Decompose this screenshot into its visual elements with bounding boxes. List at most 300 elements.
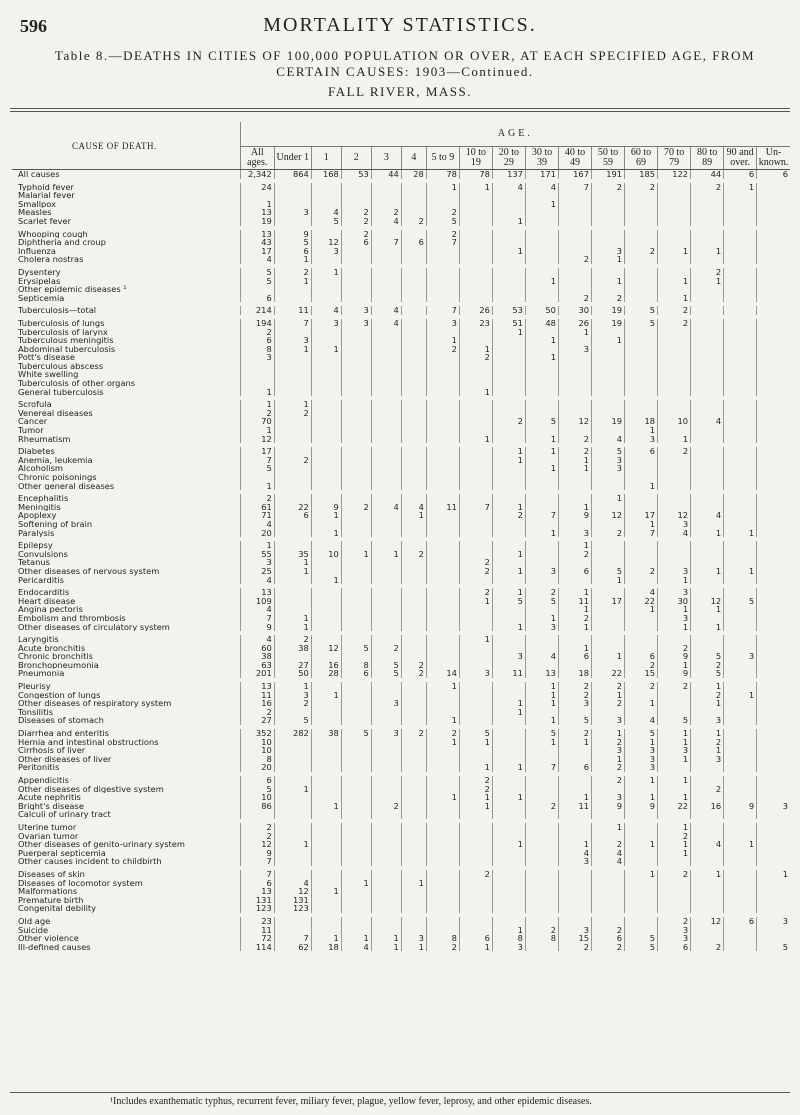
value-cell: [525, 503, 558, 512]
value-cell: [492, 832, 525, 841]
value-cell: [426, 328, 459, 337]
table-row: [12, 456, 790, 465]
value-cell: 1: [691, 699, 724, 708]
value-cell: [724, 456, 757, 465]
value-cell: [558, 217, 591, 226]
table-row: [12, 823, 790, 832]
value-cell: [658, 857, 691, 866]
value-cell: 7: [525, 511, 558, 520]
value-cell: [401, 473, 426, 482]
table-row: [12, 652, 790, 661]
value-cell: 6: [592, 934, 625, 943]
value-cell: [311, 388, 341, 397]
value-cell: 1: [691, 247, 724, 256]
value-cell: 1: [311, 887, 341, 896]
value-cell: [492, 208, 525, 217]
value-cell: [757, 567, 790, 576]
value-cell: [691, 849, 724, 858]
value-cell: [757, 388, 790, 397]
value-cell: 4: [658, 529, 691, 538]
value-cell: 1: [658, 849, 691, 858]
column-header: 20 to 29: [492, 147, 525, 170]
value-cell: [625, 362, 658, 371]
value-cell: [459, 409, 492, 418]
value-cell: [691, 823, 724, 832]
cause-cell: Acute nephritis: [18, 793, 81, 802]
value-cell: [691, 435, 724, 444]
value-cell: 5: [525, 597, 558, 606]
value-cell: [341, 870, 371, 879]
value-cell: [592, 644, 625, 653]
value-cell: 2: [341, 208, 371, 217]
value-cell: [371, 870, 401, 879]
value-cell: [691, 635, 724, 644]
value-cell: [274, 576, 311, 585]
value-cell: [525, 785, 558, 794]
value-cell: 1: [459, 802, 492, 811]
value-cell: 1: [525, 435, 558, 444]
value-cell: [658, 473, 691, 482]
value-cell: [558, 268, 591, 277]
value-cell: [492, 541, 525, 550]
value-cell: [459, 652, 492, 661]
value-cell: [492, 353, 525, 362]
value-cell: 4: [371, 306, 401, 315]
value-cell: [691, 896, 724, 905]
value-cell: 11: [240, 926, 274, 935]
value-cell: 1: [371, 550, 401, 559]
value-cell: 3: [311, 247, 341, 256]
value-cell: [311, 285, 341, 294]
value-cell: 1: [426, 183, 459, 192]
cause-cell: Other diseases of respiratory system: [18, 699, 172, 708]
value-cell: 3: [592, 464, 625, 473]
value-cell: [371, 785, 401, 794]
value-cell: 1: [658, 623, 691, 632]
value-cell: 16: [240, 699, 274, 708]
table-row: [12, 529, 790, 538]
value-cell: [691, 503, 724, 512]
table-row: [12, 247, 790, 256]
value-cell: [341, 520, 371, 529]
value-cell: [274, 285, 311, 294]
value-cell: 1: [401, 943, 426, 952]
value-cell: [492, 810, 525, 819]
value-cell: [592, 268, 625, 277]
value-cell: 1: [658, 294, 691, 303]
value-cell: [426, 699, 459, 708]
value-cell: [371, 370, 401, 379]
value-cell: 78: [426, 170, 459, 179]
value-cell: [341, 541, 371, 550]
value-cell: 2: [658, 682, 691, 691]
value-cell: [724, 208, 757, 217]
value-cell: [426, 755, 459, 764]
value-cell: [724, 669, 757, 678]
table-row: [12, 576, 790, 585]
table-row: [12, 200, 790, 209]
value-cell: 28: [311, 669, 341, 678]
mortality-table: [12, 122, 790, 951]
value-cell: [658, 503, 691, 512]
value-cell: [592, 191, 625, 200]
value-cell: 8: [426, 934, 459, 943]
value-cell: [625, 614, 658, 623]
value-cell: [240, 191, 274, 200]
value-cell: [492, 605, 525, 614]
value-cell: 5: [724, 597, 757, 606]
value-cell: 22: [274, 503, 311, 512]
value-cell: [426, 285, 459, 294]
value-cell: [459, 336, 492, 345]
value-cell: [724, 319, 757, 328]
value-cell: 6: [401, 238, 426, 247]
value-cell: 5: [757, 943, 790, 952]
value-cell: [459, 400, 492, 409]
value-cell: [371, 520, 401, 529]
value-cell: 38: [311, 729, 341, 738]
value-cell: [341, 904, 371, 913]
table-row: [12, 605, 790, 614]
value-cell: 2: [274, 456, 311, 465]
value-cell: [341, 763, 371, 772]
value-cell: [492, 614, 525, 623]
value-cell: [311, 558, 341, 567]
value-cell: [401, 635, 426, 644]
value-cell: [426, 597, 459, 606]
value-cell: 38: [274, 644, 311, 653]
table-row: [12, 482, 790, 491]
value-cell: [724, 306, 757, 315]
table-title: Table 8.—DEATHS IN CITIES OF 100,000 POPULATION OR OVER, AT EACH SPECIFIED AGE, FROM CERTAIN CAUSES: 1903—Continued.: [54, 48, 756, 79]
value-cell: 2: [592, 738, 625, 747]
cause-cell: Diseases of stomach: [18, 716, 104, 726]
table-row: [12, 691, 790, 700]
value-cell: [724, 623, 757, 632]
value-cell: [426, 268, 459, 277]
value-cell: [426, 588, 459, 597]
value-cell: [492, 494, 525, 503]
value-cell: 1: [691, 682, 724, 691]
value-cell: [625, 691, 658, 700]
value-cell: 15: [625, 669, 658, 678]
value-cell: [274, 917, 311, 926]
table-row: [12, 567, 790, 576]
value-cell: [724, 849, 757, 858]
value-cell: [240, 810, 274, 819]
value-cell: [311, 716, 341, 725]
value-cell: [459, 494, 492, 503]
value-cell: 109: [240, 597, 274, 606]
value-cell: [401, 738, 426, 747]
value-cell: 2: [459, 567, 492, 576]
value-cell: 1: [658, 729, 691, 738]
cause-cell: Erysipelas: [18, 276, 61, 286]
value-cell: [691, 328, 724, 337]
value-cell: [757, 529, 790, 538]
value-cell: [426, 708, 459, 717]
table-row: [12, 614, 790, 623]
value-cell: 9: [240, 623, 274, 632]
value-cell: [724, 776, 757, 785]
value-cell: 1: [401, 511, 426, 520]
value-cell: [757, 644, 790, 653]
value-cell: 38: [240, 652, 274, 661]
value-cell: 1: [401, 879, 426, 888]
table-row: [12, 934, 790, 943]
value-cell: 4: [592, 435, 625, 444]
value-cell: [341, 447, 371, 456]
value-cell: [658, 887, 691, 896]
table-row: [12, 623, 790, 632]
value-cell: 18: [311, 943, 341, 952]
value-cell: [525, 426, 558, 435]
value-cell: [371, 605, 401, 614]
cause-cell: Heart disease: [18, 596, 76, 606]
table-row: [12, 328, 790, 337]
value-cell: 1: [240, 482, 274, 491]
value-cell: [371, 541, 401, 550]
value-cell: [492, 879, 525, 888]
value-cell: [274, 605, 311, 614]
value-cell: [525, 576, 558, 585]
table-row: [12, 520, 790, 529]
value-cell: 1: [240, 200, 274, 209]
value-cell: 1: [724, 529, 757, 538]
table-row: [12, 447, 790, 456]
value-cell: [525, 823, 558, 832]
value-cell: 2: [240, 832, 274, 841]
value-cell: [525, 388, 558, 397]
value-cell: [757, 306, 790, 315]
value-cell: [274, 708, 311, 717]
value-cell: [757, 494, 790, 503]
value-cell: [311, 904, 341, 913]
value-cell: [724, 661, 757, 670]
value-cell: 10: [240, 793, 274, 802]
value-cell: 1: [592, 652, 625, 661]
value-cell: [658, 191, 691, 200]
value-cell: [658, 255, 691, 264]
table-row: [12, 503, 790, 512]
value-cell: 2: [625, 661, 658, 670]
value-cell: 22: [625, 597, 658, 606]
value-cell: 5: [691, 669, 724, 678]
value-cell: [691, 230, 724, 239]
value-cell: 1: [311, 691, 341, 700]
value-cell: 1: [625, 776, 658, 785]
value-cell: [459, 520, 492, 529]
value-cell: [724, 238, 757, 247]
value-cell: [401, 887, 426, 896]
cause-cell: Epilepsy: [18, 541, 53, 550]
value-cell: [558, 426, 591, 435]
value-cell: [558, 247, 591, 256]
value-cell: 1: [558, 328, 591, 337]
value-cell: [724, 934, 757, 943]
value-cell: [426, 635, 459, 644]
value-cell: 12: [691, 917, 724, 926]
value-cell: [658, 691, 691, 700]
value-cell: 1: [525, 464, 558, 473]
value-cell: [274, 426, 311, 435]
value-cell: [592, 520, 625, 529]
value-cell: [371, 409, 401, 418]
value-cell: 2: [274, 409, 311, 418]
value-cell: [274, 217, 311, 226]
value-cell: [311, 200, 341, 209]
value-cell: [724, 435, 757, 444]
value-cell: 3: [558, 857, 591, 866]
cause-cell: Old age: [18, 916, 51, 926]
value-cell: 1: [492, 328, 525, 337]
value-cell: 2: [525, 926, 558, 935]
value-cell: [724, 857, 757, 866]
value-cell: 12: [691, 597, 724, 606]
value-cell: [341, 857, 371, 866]
value-cell: [401, 588, 426, 597]
value-cell: 9: [311, 503, 341, 512]
cause-cell: Other diseases of digestive system: [18, 784, 164, 794]
cause-cell: Other general diseases: [18, 481, 115, 491]
value-cell: [311, 614, 341, 623]
value-cell: [341, 823, 371, 832]
value-cell: [625, 268, 658, 277]
value-cell: [757, 511, 790, 520]
value-cell: [274, 388, 311, 397]
value-cell: [492, 716, 525, 725]
value-cell: 19: [592, 306, 625, 315]
value-cell: 20: [240, 763, 274, 772]
value-cell: [401, 682, 426, 691]
cause-cell: Diseases of skin: [18, 869, 85, 879]
value-cell: 2: [371, 644, 401, 653]
value-cell: 8: [341, 661, 371, 670]
value-cell: [757, 729, 790, 738]
table-row: [12, 840, 790, 849]
column-header: 3: [371, 147, 401, 170]
cause-cell: White swelling: [18, 370, 79, 380]
table-row: [12, 336, 790, 345]
value-cell: [401, 896, 426, 905]
value-cell: [757, 738, 790, 747]
value-cell: [525, 879, 558, 888]
value-cell: 50: [274, 669, 311, 678]
value-cell: 6: [558, 567, 591, 576]
value-cell: 1: [625, 699, 658, 708]
value-cell: [525, 661, 558, 670]
value-cell: 1: [625, 605, 658, 614]
value-cell: [311, 494, 341, 503]
value-cell: 9: [274, 230, 311, 239]
value-cell: [592, 200, 625, 209]
value-cell: [426, 379, 459, 388]
value-cell: [691, 763, 724, 772]
value-cell: 2: [426, 208, 459, 217]
value-cell: [757, 896, 790, 905]
value-cell: 7: [274, 319, 311, 328]
value-cell: [757, 247, 790, 256]
cause-cell: Septicemia: [18, 293, 65, 303]
value-cell: [724, 793, 757, 802]
value-cell: [426, 763, 459, 772]
value-cell: [341, 247, 371, 256]
value-cell: [371, 558, 401, 567]
value-cell: [426, 887, 459, 896]
value-cell: [592, 379, 625, 388]
value-cell: [459, 849, 492, 858]
value-cell: 1: [459, 345, 492, 354]
value-cell: [459, 716, 492, 725]
value-cell: 8: [525, 934, 558, 943]
value-cell: [274, 541, 311, 550]
table-row: [12, 268, 790, 277]
value-cell: [757, 691, 790, 700]
value-cell: [724, 520, 757, 529]
value-cell: [401, 435, 426, 444]
value-cell: [311, 362, 341, 371]
value-cell: 6: [341, 669, 371, 678]
value-cell: [311, 567, 341, 576]
value-cell: [459, 840, 492, 849]
value-cell: 137: [492, 170, 525, 179]
value-cell: [459, 832, 492, 841]
value-cell: 1: [341, 934, 371, 943]
value-cell: [724, 896, 757, 905]
cause-cell: Ovarian tumor: [18, 831, 79, 841]
value-cell: 2: [426, 943, 459, 952]
cause-cell: Chronic poisonings: [18, 473, 97, 482]
value-cell: 1: [558, 840, 591, 849]
value-cell: 3: [592, 746, 625, 755]
value-cell: [341, 699, 371, 708]
value-cell: 3: [426, 319, 459, 328]
value-cell: [525, 520, 558, 529]
value-cell: [558, 473, 591, 482]
value-cell: [371, 494, 401, 503]
value-cell: [658, 362, 691, 371]
value-cell: 5: [341, 729, 371, 738]
value-cell: 3: [371, 699, 401, 708]
table-row: [12, 417, 790, 426]
cause-cell: Softening of brain: [18, 519, 93, 529]
value-cell: [401, 699, 426, 708]
value-cell: [592, 541, 625, 550]
table-row: [12, 785, 790, 794]
value-cell: [459, 746, 492, 755]
value-cell: [724, 870, 757, 879]
value-cell: 2: [691, 738, 724, 747]
value-cell: 2: [274, 635, 311, 644]
value-cell: [426, 400, 459, 409]
value-cell: 7: [459, 503, 492, 512]
value-cell: [459, 857, 492, 866]
value-cell: [401, 857, 426, 866]
value-cell: 1: [492, 503, 525, 512]
value-cell: 1: [311, 268, 341, 277]
value-cell: [525, 857, 558, 866]
value-cell: [658, 426, 691, 435]
cause-cell: Tuberculosis—total: [18, 306, 97, 315]
value-cell: [459, 529, 492, 538]
value-cell: 18: [625, 417, 658, 426]
value-cell: 1: [274, 558, 311, 567]
value-cell: 1: [274, 255, 311, 264]
value-cell: [401, 567, 426, 576]
value-cell: 1: [691, 746, 724, 755]
value-cell: [311, 746, 341, 755]
value-cell: 5: [274, 238, 311, 247]
